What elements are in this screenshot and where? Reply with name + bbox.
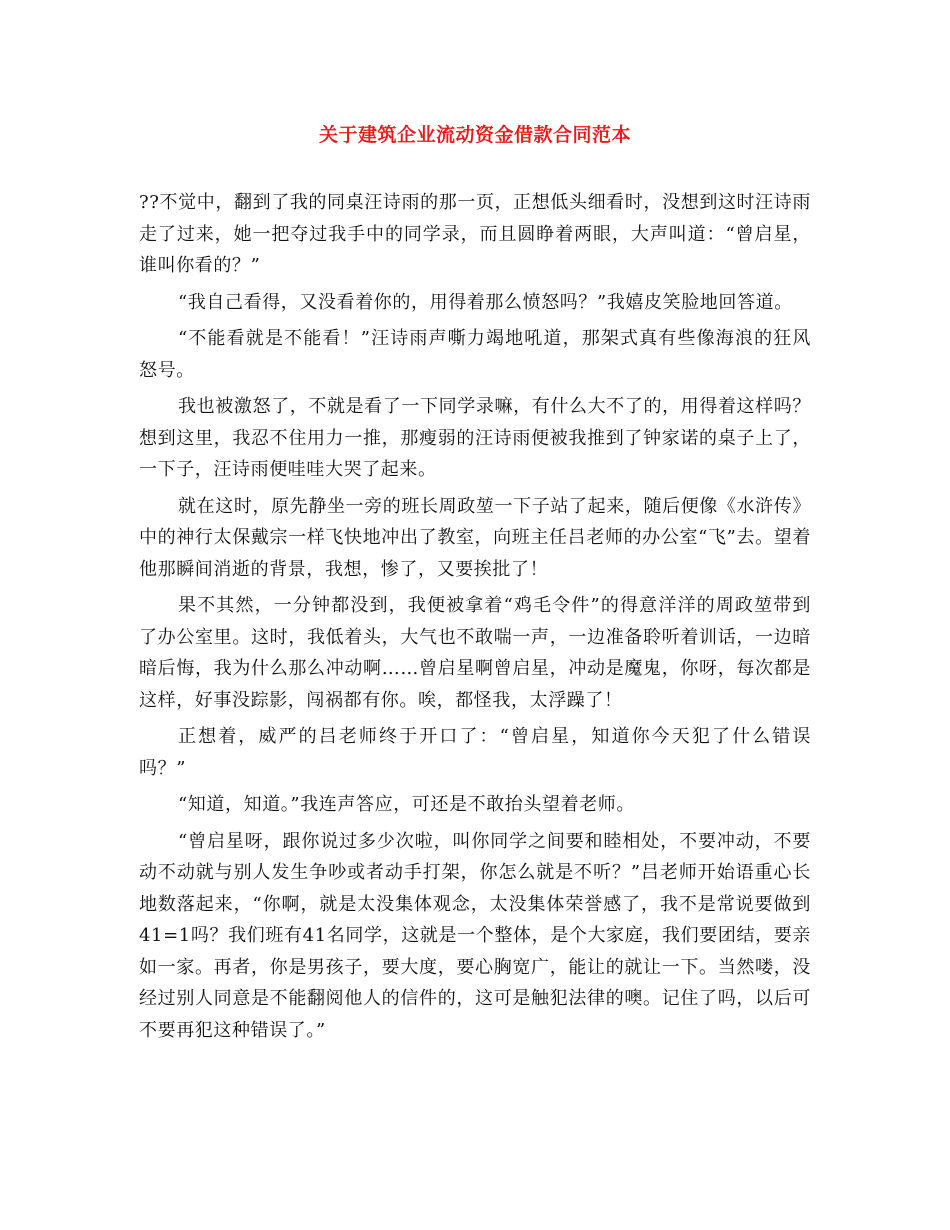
paragraph-6: 果不其然，一分钟都没到，我便被拿着“鸡毛令件”的得意洋洋的周政堃带到了办公室里。这时，我低着头，大气也不敢喘一声，一边准备聆听着训话，一边暗暗后悔，我为什么那么冲动啊……曾启星啊曾启星，冲动是魔鬼，你呀，每次都是这样，好事没踪影，闯祸都有你。唉，都怪我，太浮躁了！ (139, 595, 811, 711)
document-title: 关于建筑企业流动资金借款合同范本 (318, 124, 631, 146)
paragraph-2: “我自己看得，又没看着你的，用得着那么愤怒吗？”我嬉皮笑脸地回答道。 (178, 291, 793, 313)
paragraph-5: 就在这时，原先静坐一旁的班长周政堃一下子站了起来，随后便像《水浒传》中的神行太保戴宗一样飞快地冲出了教室，向班主任吕老师的办公室“飞”去。望着他那瞬间消逝的背景，我想，惨了，又要挨批了！ (139, 495, 811, 580)
paragraph-9: “曾启星呀，跟你说过多少次啦，叫你同学之间要和睦相处，不要冲动，不要动不动就与别人发生争吵或者动手打架，你怎么就是不听？”吕老师开始语重心长地数落起来，“你啊，就是太没集体观念，太没集体荣誉感了，我不是常说要做到41=1吗？我们班有41名同学，这就是一个整体，是个大家庭，我们要团结，要亲如一家。再者，你是男孩子，要大度，要心胸宽广，能让的就让一下。当然喽，没经过别人同意是不能翻阅他人的信件的，这可是触犯法律的噢。记住了吗，以后可不要再犯这种错误了。” (139, 830, 811, 1041)
paragraph-8: “知道，知道。”我连声答应，可还是不敢抬头望着老师。 (178, 794, 636, 815)
document-body (139, 187, 811, 1046)
paragraph-4: 我也被激怒了，不就是看了一下同学录嘛，有什么大不了的，用得着这样吗？想到这里，我忍不住用力一推，那瘦弱的汪诗雨便被我推到了钟家诺的桌子上了，一下子，汪诗雨便哇哇大哭了起来。 (139, 396, 811, 480)
paragraph-1: ??不觉中，翻到了我的同桌汪诗雨的那一页，正想低头细看时，没想到这时汪诗雨走了过来，她一把夺过我手中的同学录，而且圆睁着两眼，大声叫道：“曾启星，谁叫你看的？” (139, 192, 811, 276)
paragraph-7: 正想着，威严的吕老师终于开口了：“曾启星，知道你今天犯了什么错误吗？” (139, 726, 811, 779)
paragraph-3: “不能看就是不能看！”汪诗雨声嘶力竭地吼道，那架式真有些像海浪的狂风怒号。 (139, 328, 811, 381)
